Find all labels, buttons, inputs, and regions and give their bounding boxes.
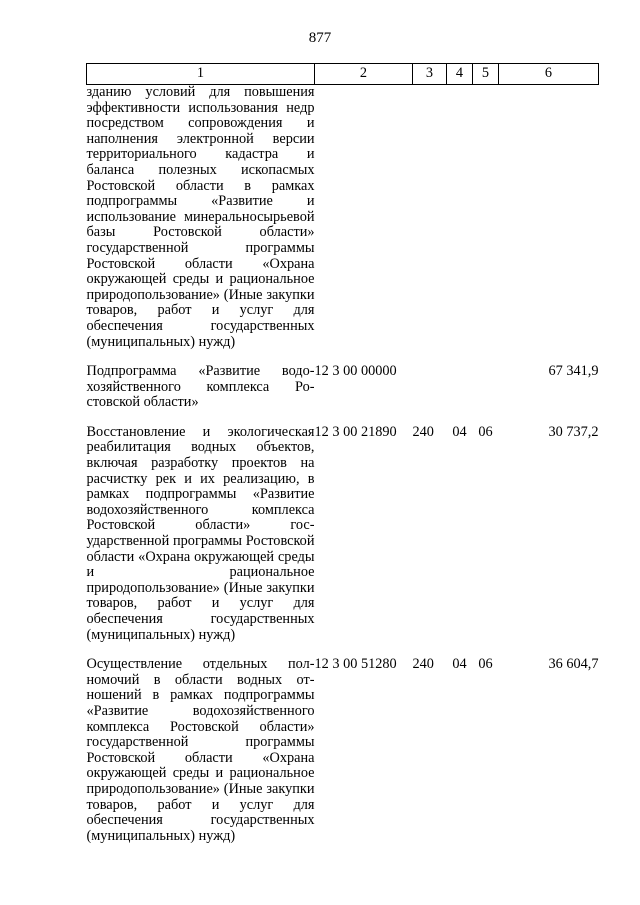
row-pr xyxy=(473,350,499,411)
row-code: 12 3 00 51280 xyxy=(314,656,397,673)
row-pr xyxy=(473,85,499,351)
page-number: 877 xyxy=(308,30,332,46)
row-pr: 06 xyxy=(478,423,493,440)
table-row xyxy=(87,643,599,844)
row-name: Подпрограмма «Развитие водохозяйственного комплекса Ростовской области» xyxy=(86,363,315,411)
header-col-5: 5 xyxy=(473,64,499,85)
row-name: зданию условий для повышения эффективности использования недр посредством сопровождения и наполнения электронной версии территориального кадастра и баланса полезных ископасмых Ростовской области в рамках подпрограммы «Развитие и использование минеральносырьевой базы Ростовской области» государственной программы Ростовской области «Охрана окружающей среды и рациональное природопользование» (Иные закупки товаров, работ и услуг для обеспечения государственных (муниципальных) нужд) xyxy=(86,84,315,350)
table-header-row xyxy=(87,64,599,85)
table-row xyxy=(87,85,599,351)
row-code: 12 3 00 21890 xyxy=(314,423,397,440)
row-vr xyxy=(413,350,447,411)
header-col-1: 1 xyxy=(87,64,315,85)
row-name: Осуществление отдельных полномочий в области водных отношений в рамках подпрограммы «Развитие водохозяйственного комплекса Ростовской области» государственной программы Ростовской области «Охрана окружающей среды и рациональное природопользование» (Иные закупки товаров, работ и услуг для обеспечения государственных (муниципальных) нужд) xyxy=(86,656,315,844)
header-col-4: 4 xyxy=(447,64,473,85)
row-vr: 240 xyxy=(412,423,434,440)
row-sum: 36 604,7 xyxy=(548,656,599,673)
row-sum: 30 737,2 xyxy=(548,423,599,440)
row-code xyxy=(315,85,413,351)
row-vr: 240 xyxy=(412,656,434,673)
row-name: Восстановление и экологическая реабилитация водных объектов, включая разработку проектов на расчистку рек и их реализацию, в рамках подпрограммы «Развитие водохозяйственного комплекса Ростовской области» государственной программы Ростовской области «Охрана окружающей среды и рациональное природопользование» (Иные закупки товаров, работ и услуг для обеспечения государственных (муниципальных) нужд) xyxy=(86,423,315,643)
table-row xyxy=(87,350,599,411)
row-sum: 67 341,9 xyxy=(548,363,599,380)
row-rz xyxy=(447,350,473,411)
row-vr xyxy=(413,85,447,351)
budget-table xyxy=(86,63,599,844)
row-rz xyxy=(447,85,473,351)
table-row xyxy=(87,411,599,643)
row-sum xyxy=(499,85,599,351)
header-col-6: 6 xyxy=(499,64,599,85)
row-code: 12 3 00 00000 xyxy=(314,363,397,380)
header-col-2: 2 xyxy=(315,64,413,85)
row-rz: 04 xyxy=(452,656,467,673)
header-col-3: 3 xyxy=(413,64,447,85)
row-rz: 04 xyxy=(452,423,467,440)
row-pr: 06 xyxy=(478,656,493,673)
